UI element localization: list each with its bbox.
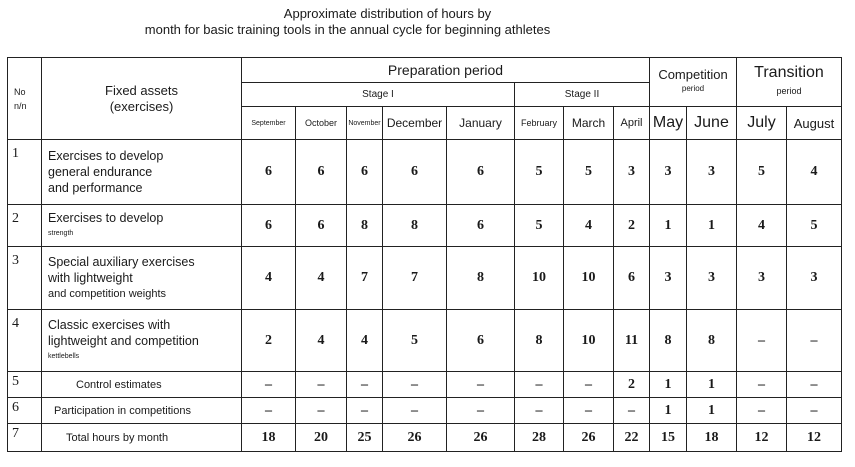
table-cell: 1 <box>687 398 737 424</box>
table-cell: – <box>347 398 383 424</box>
table-cell: 7 <box>383 247 447 310</box>
table-cell: 8 <box>383 205 447 247</box>
row-asset: Total hours by month <box>42 424 242 452</box>
competition-sub-label: period <box>681 84 705 93</box>
table-cell: 18 <box>242 424 296 452</box>
header-fixed-assets-label: Fixed assets (exercises) <box>105 82 178 114</box>
month-february: February <box>515 107 564 140</box>
table-cell: 28 <box>515 424 564 452</box>
table-cell: 4 <box>296 247 347 310</box>
header-preparation-period: Preparation period <box>242 58 650 83</box>
header-stage-2: Stage II <box>515 83 650 107</box>
table-cell: 4 <box>787 140 842 205</box>
table-cell: 6 <box>447 205 515 247</box>
month-september: September <box>242 107 296 140</box>
table-cell: 7 <box>347 247 383 310</box>
table-cell: 3 <box>787 247 842 310</box>
table-cell: 4 <box>737 205 787 247</box>
table-cell: 12 <box>787 424 842 452</box>
table-cell: – <box>296 398 347 424</box>
table-cell: 4 <box>296 310 347 372</box>
header-no-label: No n/n <box>14 86 27 111</box>
table-cell: 26 <box>564 424 614 452</box>
table-cell: – <box>347 372 383 398</box>
table-cell: 1 <box>687 372 737 398</box>
table-cell: 8 <box>347 205 383 247</box>
table-cell: 6 <box>447 310 515 372</box>
row-asset-text: Exercises to develop general endurance and performance <box>48 149 164 195</box>
row-number: 6 <box>8 398 42 424</box>
table-cell: 1 <box>650 398 687 424</box>
month-october: October <box>296 107 347 140</box>
table-title-line-2: month for basic training tools in the annual cycle for beginning athletes <box>144 22 551 37</box>
row-asset-text: Classic exercises with lightweight and competition <box>48 317 199 348</box>
table-cell: 6 <box>383 140 447 205</box>
row-number: 2 <box>8 205 42 247</box>
table-cell: 8 <box>687 310 737 372</box>
transition-label: Transition <box>754 64 824 81</box>
row-asset: Participation in competitions <box>42 398 242 424</box>
month-november: November <box>347 107 383 140</box>
table-row <box>8 310 842 372</box>
table-cell: 8 <box>447 247 515 310</box>
hours-distribution-table <box>7 57 842 452</box>
row-number: 1 <box>8 140 42 205</box>
month-march: March <box>564 107 614 140</box>
table-cell: 15 <box>650 424 687 452</box>
row-number: 7 <box>8 424 42 452</box>
table-cell: 6 <box>242 140 296 205</box>
table-cell: 3 <box>650 140 687 205</box>
month-january: January <box>447 107 515 140</box>
table-cell: – <box>296 372 347 398</box>
table-cell: – <box>614 398 650 424</box>
table-cell: 1 <box>687 205 737 247</box>
table-cell: – <box>383 372 447 398</box>
row-asset <box>42 140 242 205</box>
header-no <box>8 58 42 140</box>
table-cell: 26 <box>383 424 447 452</box>
competition-label: Competition <box>658 67 728 82</box>
table-row <box>8 140 842 205</box>
row-asset-text: Special auxiliary exercises with lightweight <box>48 255 195 285</box>
table-cell: 8 <box>650 310 687 372</box>
table-cell: 4 <box>347 310 383 372</box>
table-cell: 5 <box>383 310 447 372</box>
table-cell: – <box>447 398 515 424</box>
table-cell: – <box>737 372 787 398</box>
month-december: December <box>383 107 447 140</box>
header-competition-period <box>650 58 737 107</box>
table-cell: – <box>515 372 564 398</box>
row-number: 5 <box>8 372 42 398</box>
table-cell: 18 <box>687 424 737 452</box>
table-cell: 5 <box>737 140 787 205</box>
table-row <box>8 205 842 247</box>
row-number: 3 <box>8 247 42 310</box>
table-cell: – <box>383 398 447 424</box>
table-title-line-1: Approximate distribution of hours by <box>283 6 492 21</box>
row-asset-text: Exercises to develop <box>48 210 164 225</box>
table-cell: – <box>447 372 515 398</box>
table-cell: 11 <box>614 310 650 372</box>
table-cell: 5 <box>564 140 614 205</box>
table-cell: – <box>515 398 564 424</box>
month-july: July <box>737 107 787 140</box>
table-cell: 6 <box>242 205 296 247</box>
transition-sub-label: period <box>776 86 802 96</box>
table-cell: 1 <box>650 205 687 247</box>
table-cell: 10 <box>564 310 614 372</box>
table-cell: 6 <box>296 205 347 247</box>
month-august: August <box>787 107 842 140</box>
header-transition-period <box>737 58 842 107</box>
header-fixed-assets <box>42 58 242 140</box>
table-cell: 22 <box>614 424 650 452</box>
table-cell: 5 <box>515 140 564 205</box>
table-cell: – <box>737 310 787 372</box>
table-cell: 3 <box>687 140 737 205</box>
table-cell: – <box>564 372 614 398</box>
month-june: June <box>687 107 737 140</box>
table-row <box>8 372 842 398</box>
table-row <box>8 398 842 424</box>
table-cell: 20 <box>296 424 347 452</box>
table-cell: 3 <box>737 247 787 310</box>
row-asset <box>42 247 242 310</box>
table-cell: 5 <box>787 205 842 247</box>
table-cell: 2 <box>242 310 296 372</box>
table-cell: 3 <box>650 247 687 310</box>
table-cell: 25 <box>347 424 383 452</box>
table-cell: 2 <box>614 205 650 247</box>
row-asset-subtext: kettlebells <box>48 352 80 360</box>
table-cell: 26 <box>447 424 515 452</box>
table-cell: 4 <box>242 247 296 310</box>
row-number: 4 <box>8 310 42 372</box>
table-cell: – <box>787 310 842 372</box>
month-may: May <box>650 107 687 140</box>
table-cell: 10 <box>515 247 564 310</box>
row-asset <box>42 310 242 372</box>
row-asset-subtext: strength <box>48 229 74 237</box>
table-cell: 3 <box>614 140 650 205</box>
table-cell: 3 <box>687 247 737 310</box>
table-cell: 6 <box>296 140 347 205</box>
row-asset: Control estimates <box>42 372 242 398</box>
table-cell: 4 <box>564 205 614 247</box>
table-cell: 12 <box>737 424 787 452</box>
table-cell: – <box>242 398 296 424</box>
header-stage-1: Stage I <box>242 83 515 107</box>
table-cell: 6 <box>614 247 650 310</box>
table-cell: – <box>787 372 842 398</box>
month-april: April <box>614 107 650 140</box>
row-asset <box>42 205 242 247</box>
table-cell: 8 <box>515 310 564 372</box>
table-cell: – <box>737 398 787 424</box>
table-cell: 5 <box>515 205 564 247</box>
table-cell: – <box>787 398 842 424</box>
table-cell: 6 <box>347 140 383 205</box>
table-cell: 10 <box>564 247 614 310</box>
table-cell: 6 <box>447 140 515 205</box>
table-cell: – <box>242 372 296 398</box>
table-cell: 2 <box>614 372 650 398</box>
table-row <box>8 424 842 452</box>
table-cell: – <box>564 398 614 424</box>
table-cell: 1 <box>650 372 687 398</box>
table-row <box>8 247 842 310</box>
row-asset-subtext: and competition weights <box>48 288 167 300</box>
